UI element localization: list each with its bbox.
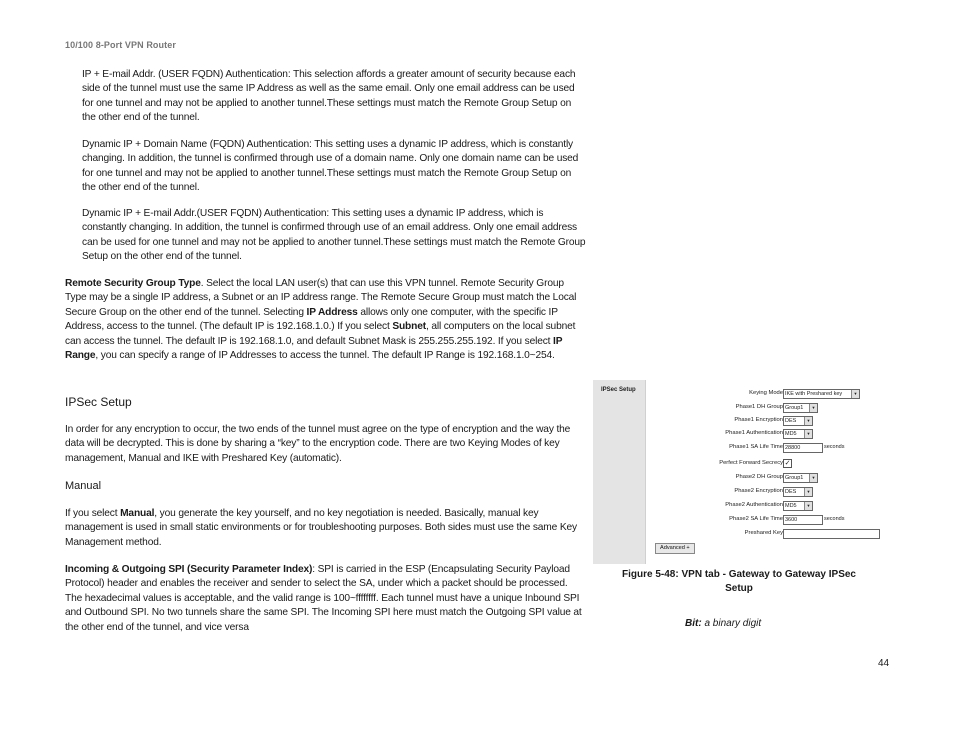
phase1-auth-value: MD5: [785, 431, 797, 437]
chevron-down-icon: ▼: [804, 488, 812, 496]
manual-heading: Manual: [65, 480, 102, 492]
dynamic-ip-domain-paragraph: Dynamic IP + Domain Name (FQDN) Authentication: This setting uses a dynamic IP address, which is constantly changing. In addition, the tunnel is confirmed through use of a domain name. Only one domain name can be used for one tunnel and may not be applied to another tunnel.These settings must match the Remote Group Setup on the other end of the tunnel.: [82, 139, 579, 194]
figure-caption: Figure 5-48: VPN tab - Gateway to Gateway IPSec Setup: [622, 569, 856, 594]
phase2-enc-row: [645, 487, 890, 499]
chevron-down-icon: ▼: [804, 502, 812, 510]
spi-term: Incoming & Outgoing SPI (Security Parameter Index): [65, 564, 313, 575]
phase2-dh-label: Phase2 DH Group: [735, 474, 783, 480]
remote-security-term: Remote Security Group Type: [65, 278, 201, 289]
preshared-key-row: [645, 529, 890, 541]
phase1-dh-select[interactable]: [783, 403, 818, 413]
screenshot-sidebar: [593, 380, 646, 564]
phase2-auth-label: Phase2 Authentication: [725, 502, 783, 508]
phase2-sa-unit: seconds: [824, 516, 845, 522]
chevron-down-icon: ▼: [851, 390, 859, 398]
text-run: , all computers on the local subnet can access the tunnel. The default IP is 192.168.1.0, and default Subnet Mask is 255.255.255.192. If you select: [65, 321, 576, 347]
phase2-sa-row: [645, 515, 890, 527]
ip-email-auth-paragraph: IP + E-mail Addr. (USER FQDN) Authentication: This selection affords a greater amount of security because each side of the tunnel must use the same IP Address as well as the same email. Only one email address can be used for one tunnel and may not be applied to another tunnel.These settings must match the Remote Group Setup on the other end of the tunnel.: [82, 69, 576, 124]
text-run: : SPI is carried in the ESP (Encapsulating Security Payload Protocol) header and enables the receiver and sender to select the SA, under which a packet should be processed. The hexadecimal values is acceptable, and the valid range is 100~ffffffff. Each tunnel must have a unique Inbound SPI and Outbound SPI. No two tunnels share the same SPI. The Incoming SPI here must match the Outgoing SPI value at the other end of the tunnel, and vice versa: [65, 564, 582, 633]
phase1-auth-label: Phase1 Authentication: [725, 430, 783, 436]
phase1-dh-label: Phase1 DH Group: [735, 404, 783, 410]
pfs-checkbox[interactable]: ✓: [784, 460, 791, 467]
phase1-enc-label: Phase1 Encryption: [734, 417, 783, 423]
text-run: , you generate the key yourself, and no key negotiation is needed. Basically, manual key management is used in small static environments or for troubleshooting purposes. Both sides must use the same Key Management method.: [65, 508, 577, 548]
text-run: . Select the local LAN user(s) that can use this VPN tunnel. Remote Security Group Type may be a single IP address, a Subnet or an IP address range. The Remote Secure Group must match the Local Secure Group on the other end of the tunnel. Selecting: [65, 278, 577, 318]
pfs-label: Perfect Forward Secrecy: [719, 460, 783, 466]
phase1-auth-row: [645, 429, 890, 441]
running-header: 10/100 8-Port VPN Router: [65, 40, 176, 50]
phase2-enc-label: Phase2 Encryption: [734, 488, 783, 494]
pfs-row: [645, 459, 890, 471]
remote-security-group-paragraph: [65, 277, 587, 363]
phase1-sa-unit: seconds: [824, 444, 845, 450]
spi-paragraph: [65, 563, 587, 635]
phase2-sa-input[interactable]: 3600: [783, 515, 823, 525]
phase1-enc-row: [645, 416, 890, 428]
manual-paragraph: [65, 507, 587, 550]
text-run: , you can specify a range of IP Addresses to access the tunnel. The default IP Range is 192.168.1.0~254.: [95, 350, 555, 362]
phase2-auth-row: [645, 501, 890, 513]
text-run: If you select: [65, 508, 121, 519]
phase1-enc-select[interactable]: [783, 416, 813, 426]
phase1-sa-label: Phase1 SA Life Time: [729, 444, 783, 450]
subnet-term: Subnet: [392, 321, 426, 333]
phase2-dh-row: [645, 473, 890, 485]
phase2-enc-value: DES: [785, 489, 797, 495]
chevron-down-icon: ▼: [804, 417, 812, 425]
manual-term: Manual: [120, 508, 155, 519]
bit-term: Bit:: [685, 618, 702, 629]
keying-mode-row: [645, 389, 890, 401]
phase2-auth-select[interactable]: [783, 501, 813, 511]
dynamic-ip-email-paragraph: Dynamic IP + E-mail Addr.(USER FQDN) Authentication: This setting uses a dynamic IP address, which is constantly changing. In addition, the tunnel is confirmed through use of an email address. Only one email address can be used for one tunnel and may not be applied to another tunnel.These settings must match the Remote Group Setup on the other end of the tunnel.: [82, 208, 586, 263]
ipsec-setup-heading: IPSec Setup: [65, 395, 132, 409]
ipsec-setup-paragraph: In order for any encryption to occur, the two ends of the tunnel must agree on the type of encryption and the way the data will be decrypted. This is done by sharing a “key” to the encryption code. There are two Keying Modes of key management, Manual and IKE with Preshared Key (automatic).: [65, 424, 571, 464]
chevron-down-icon: ▼: [809, 404, 817, 412]
ip-address-term: IP Address: [306, 306, 358, 318]
preshared-key-label: Preshared Key: [744, 530, 783, 536]
phase2-dh-select[interactable]: [783, 473, 818, 483]
screenshot-sidebar-title: IPSec Setup: [601, 387, 636, 393]
phase1-enc-value: DES: [785, 418, 797, 424]
advanced-button[interactable]: Advanced +: [655, 543, 695, 554]
ip-range-term: IP Range: [65, 335, 563, 362]
keying-mode-value: IKE with Preshared key: [785, 391, 843, 397]
bit-definition-text: a binary digit: [701, 618, 762, 629]
phase2-enc-select[interactable]: [783, 487, 813, 497]
text-run: allows only one computer, with the specific IP Address, access to the tunnel. (The default IP is 192.168.1.0.) If you select: [65, 306, 558, 333]
phase2-auth-value: MD5: [785, 503, 797, 509]
phase2-sa-label: Phase2 SA Life Time: [729, 516, 783, 522]
chevron-down-icon: ▼: [809, 474, 817, 482]
chevron-down-icon: ▼: [804, 430, 812, 438]
bit-definition: [685, 618, 761, 629]
phase1-sa-input[interactable]: 28800: [783, 443, 823, 453]
keying-mode-label: Keying Mode: [749, 390, 783, 396]
phase2-dh-value: Group1: [785, 475, 804, 481]
phase1-dh-row: [645, 403, 890, 415]
phase1-sa-row: [645, 443, 890, 455]
phase1-auth-select[interactable]: [783, 429, 813, 439]
page-number: 44: [878, 658, 890, 669]
keying-mode-select[interactable]: [783, 389, 860, 399]
preshared-key-input[interactable]: [783, 529, 880, 539]
ipsec-setup-screenshot: [593, 380, 890, 564]
phase1-dh-value: Group1: [785, 405, 804, 411]
